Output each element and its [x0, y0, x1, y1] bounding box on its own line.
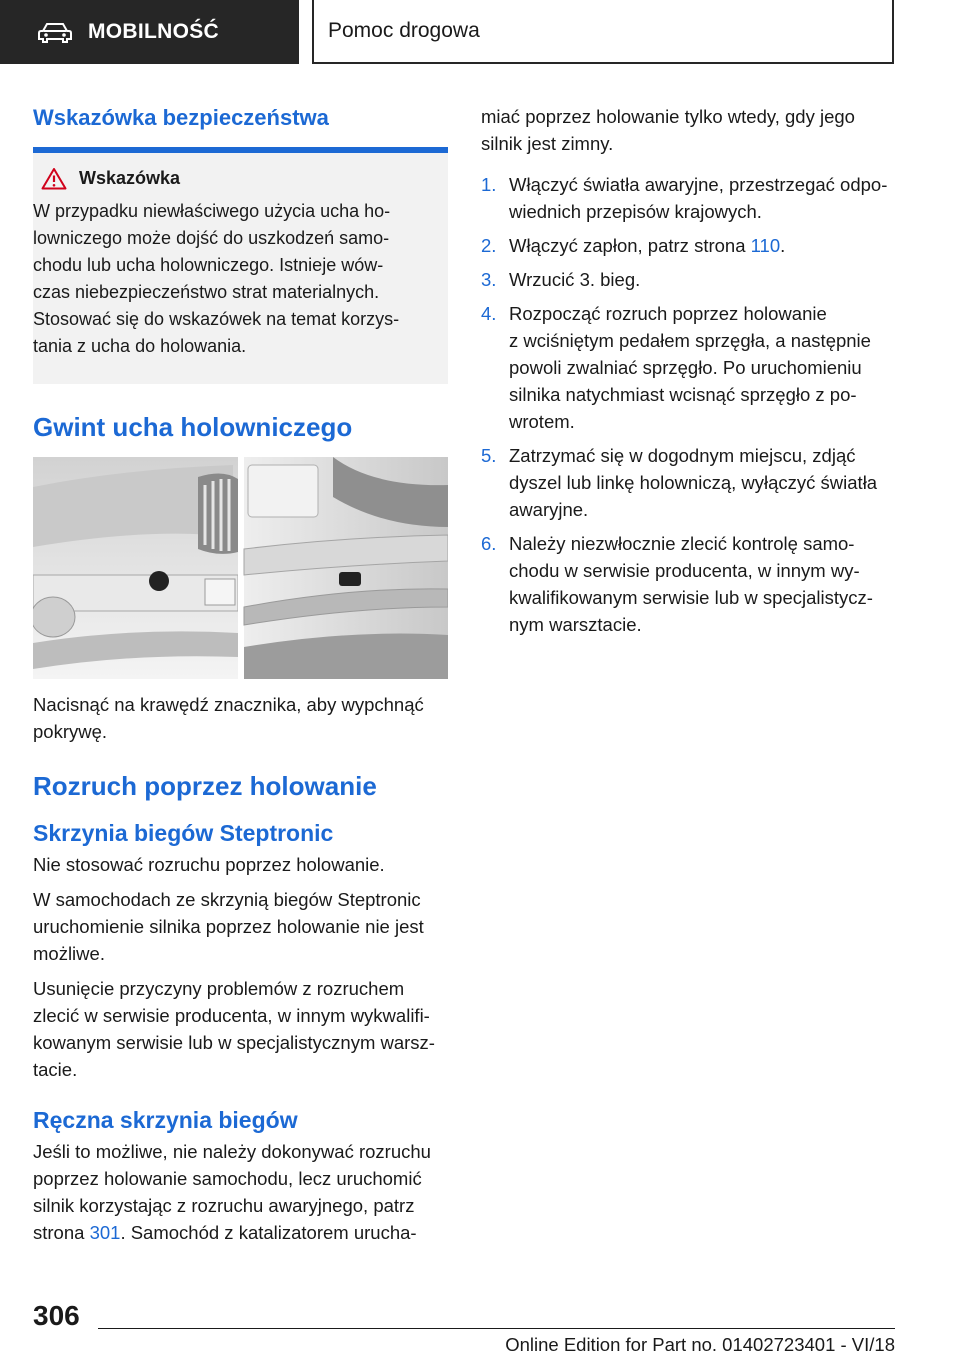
car-icon	[38, 21, 72, 43]
section-tab[interactable]	[0, 0, 299, 64]
thread-heading: Gwint ucha holowniczego	[33, 412, 353, 442]
steptronic-para-2: W samochodach ze skrzynią biegów Steptronic uruchomienie silnika poprzez holowanie nie jest możliwe.	[33, 889, 424, 964]
steptronic-para-3: Usunięcie przyczyny problemów z rozruchem zlecić w serwisie producenta, w innym wykwalifi- kowanym serwisie lub w specjalistycznym warsz- tacie.	[33, 978, 435, 1080]
edition-note: Online Edition for Part no. 01402723401 - VI/18	[505, 1334, 895, 1355]
page-link-110[interactable]: 110	[750, 235, 781, 256]
step-number: 2.	[481, 235, 497, 256]
step-text: Włączyć zapłon, patrz strona	[509, 235, 751, 256]
steps-list	[481, 171, 901, 638]
steptronic-para-1: Nie stosować rozruchu poprzez holowanie.	[33, 854, 385, 875]
step-number: 4.	[481, 303, 497, 324]
step-number: 5.	[481, 445, 497, 466]
warning-triangle-icon	[41, 167, 67, 190]
step-number: 3.	[481, 269, 497, 290]
step-item	[481, 266, 901, 293]
step-number: 1.	[481, 174, 497, 195]
photo-illustration	[33, 457, 448, 679]
step-item	[481, 300, 901, 435]
steptronic-heading: Skrzynia biegów Steptronic	[33, 820, 334, 846]
tow-eye-cover-photo	[33, 457, 448, 679]
warning-title-row	[41, 167, 448, 190]
page-link-301[interactable]: 301	[89, 1222, 121, 1243]
footer-rule	[98, 1328, 895, 1329]
step-item	[481, 232, 901, 259]
step-text-end: .	[780, 235, 786, 256]
warning-title: Wskazówka	[79, 168, 181, 188]
step-item	[481, 442, 901, 523]
chapter-title: Pomoc drogowa	[328, 19, 480, 42]
step-number: 6.	[481, 533, 497, 554]
left-column	[33, 100, 448, 1246]
step-item	[481, 530, 901, 638]
manual-text: Jeśli to możliwe, nie należy dokonywać rozruchu poprzez holowanie samochodu, lecz uruchomić silnik korzystając z rozruchu awaryjnego, patrz strona	[33, 1141, 431, 1243]
step-text: Włączyć światła awaryjne, przestrzegać odpo- wiednich przepisów krajowych.	[509, 174, 888, 222]
step-text: Zatrzymać się w dogodnym miejscu, zdjąć dyszel lub linkę holowniczą, wyłączyć światła awaryjne.	[509, 445, 878, 520]
right-intro: miać poprzez holowanie tylko wtedy, gdy jego silnik jest zimny.	[481, 106, 855, 154]
manual-para	[33, 1138, 448, 1246]
manual-text-end: . Samochód z katalizatorem urucha-	[120, 1222, 417, 1243]
manual-heading: Ręczna skrzynia biegów	[33, 1107, 298, 1133]
section-label: MOBILNOŚĆ	[88, 20, 220, 43]
safety-heading: Wskazówka bezpieczeństwa	[33, 105, 329, 130]
step-text: Rozpocząć rozruch poprzez holowanie z wciśniętym pedałem sprzęgła, a następnie powoli zwalniać sprzęgło. Po uruchomieniu silnika natychmiast wcisnąć sprzęgło z po- wrotem.	[509, 303, 871, 432]
step-text: Należy niezwłocznie zlecić kontrolę samo- chodu w serwisie producenta, w innym wy- kwalifikowanym serwisie lub w specjalistycz- nym warsztacie.	[509, 533, 873, 635]
thread-caption: Nacisnąć na krawędź znacznika, aby wypchnąć pokrywę.	[33, 694, 424, 742]
warning-box	[33, 153, 448, 384]
chapter-header	[312, 0, 894, 64]
page-number: 306	[33, 1300, 80, 1331]
tow-start-heading: Rozruch poprzez holowanie	[33, 771, 377, 801]
step-text-wrap	[509, 232, 785, 259]
step-text: Wrzucić 3. bieg.	[509, 269, 641, 290]
step-item	[481, 171, 901, 225]
right-column	[481, 100, 901, 645]
warning-text: W przypadku niewłaściwego użycia ucha ho- lowniczego może dojść do uszkodzeń samo- chodu lub ucha holowniczego. Istnieje wów- czas niebezpieczeństwo strat materialnych. Stosować się do wskazówek na temat korzys- tania z ucha do holowania.	[33, 201, 400, 356]
